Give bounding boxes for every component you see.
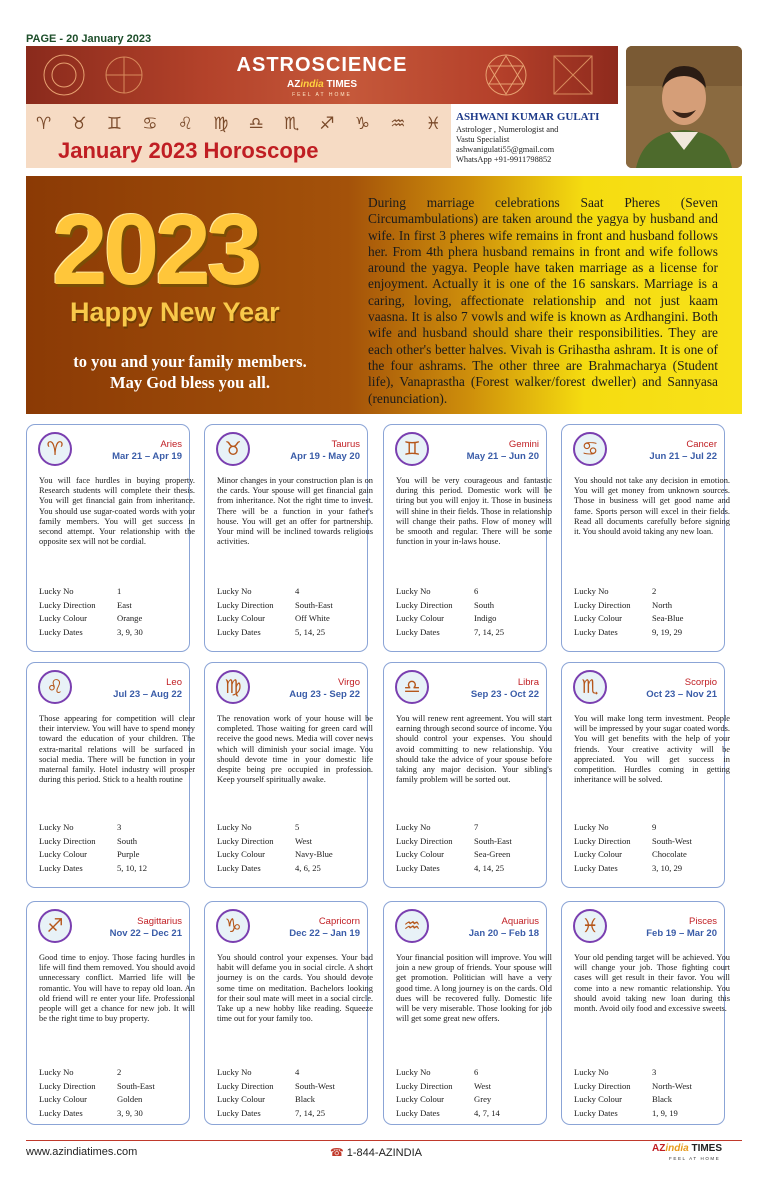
lucky-number-label: Lucky No	[39, 586, 74, 596]
zodiac-strip-icon: ♌	[177, 114, 193, 134]
lucky-direction-label: Lucky Direction	[217, 1080, 274, 1091]
lucky-number-value: 6	[474, 1067, 479, 1077]
prediction-text: Good time to enjoy. Those facing hurdles in life will find them removed. You should avoid unnecessary conflict. Married life will be romantic. You will have to repay old loan. An old friend will re enter your life. Professional people will get a chance for new job. It will be the right time to buy property.	[39, 953, 195, 1024]
lucky-direction-label: Lucky Direction	[396, 1080, 453, 1091]
sign-dates: Jan 20 – Feb 18	[468, 928, 539, 939]
zodiac-aquarius-icon: ♒	[395, 909, 429, 943]
marriage-article: During marriage celebrations Saat Pheres (Seven Circumambulations) are taken around the yagya by husband and wife. In first 3 pheres wife remains in front and husband follows her. From 4th phera husband remains in front and wife follows around the yagya. People have taken marriage as a license for enjoyment. Actually it is one of the 16 sanskars. Marriage is a caring, loving, affectionate relationship and not just kaam vaasna. It is also 7 vowls and wife is known as Ardhangini. Both wife and husband should share their responsibilities. They are each other's better halves. Vivah is Grihastha ashram. It is one of the four ashrams. The other three are Brahmacharya (Student life), Vanaprastha (Forest walker/forest dweller) and Sannyasa (renunciation).	[368, 195, 718, 406]
prediction-text: Your financial position will improve. You will join a new group of friends. Your spouse will get promotion. Politician will have a very good time. A long journey is on the cards. Old dues will be recovered fully. Domestic life will be very miserable. Those looking for job will get some great new offers.	[396, 953, 552, 1024]
sign-name: Aries	[160, 439, 182, 450]
lucky-direction-label: Lucky Direction	[39, 599, 96, 610]
lucky-direction-label: Lucky Direction	[39, 835, 96, 846]
prediction-text: You should control your expenses. Your bad habit will defame you in social circle. A short journey is on the cards. You should devote some time on meditation. Bachelors looking for their soul mate will meet in a social circle. Take up a new hobby like reading. Squeeze time out for your family too.	[217, 953, 373, 1024]
lucky-dates-value: 4, 14, 25	[474, 862, 505, 873]
zodiac-gemini-icon: ♊	[395, 432, 429, 466]
prediction-text: You will make long term investment. People will be impressed by your sugar coated words. You will get benefits with the help of your friends. Your creative activity will be appreciated. You will get success in competition. Hurdles coming in getting inheritance will be solved.	[574, 714, 730, 785]
sign-dates: Aug 23 - Sep 22	[289, 689, 360, 700]
prediction-text: You will be very courageous and fantastic during this period. Domestic work will be tiring but you will enjoy it. Those in business will shine in their fields. Those in relationship will change their paths. Flow of money will be smooth and regular. There will be some function in your in-laws house.	[396, 476, 552, 547]
zodiac-strip-icon: ♏	[283, 114, 300, 134]
lucky-colour-value: Grey	[474, 1094, 492, 1104]
lucky-direction-value: North	[652, 599, 673, 610]
lucky-colour-label: Lucky Colour	[396, 1094, 444, 1104]
year-2023: 2023	[52, 194, 259, 306]
sign-dates: Jul 23 – Aug 22	[113, 689, 182, 700]
lucky-colour-value: Indigo	[474, 613, 497, 623]
lucky-number-label: Lucky No	[217, 586, 252, 596]
lucky-direction-value: South-East	[295, 599, 333, 610]
lucky-colour-label: Lucky Colour	[396, 849, 444, 859]
sign-dates: Feb 19 – Mar 20	[646, 928, 717, 939]
zodiac-strip-icon: ♈	[36, 114, 52, 134]
lucky-dates-value: 5, 10, 12	[117, 862, 148, 873]
zodiac-strip-icon: ♉	[71, 114, 87, 134]
author-specialty: Vastu Specialist	[456, 135, 510, 144]
lucky-colour-value: Sea-Blue	[652, 613, 684, 623]
wish-line-1: to you and your family members.	[73, 352, 307, 371]
lucky-dates-label: Lucky Dates	[39, 862, 83, 873]
lucky-direction-label: Lucky Direction	[574, 835, 631, 846]
sign-name: Capricorn	[318, 916, 360, 927]
lucky-number-value: 5	[295, 822, 300, 832]
sign-name: Libra	[517, 677, 539, 688]
lucky-direction-value: North-West	[652, 1080, 692, 1091]
sign-dates: Apr 19 - May 20	[290, 451, 360, 462]
lucky-dates-value: 3, 9, 30	[117, 626, 143, 637]
lucky-dates-value: 4, 7, 14	[474, 1107, 500, 1118]
sign-name: Taurus	[331, 439, 360, 450]
lucky-dates-value: 7, 14, 25	[295, 1107, 326, 1118]
footer-phone	[330, 1146, 422, 1159]
lucky-direction-value: South-East	[474, 835, 512, 846]
lucky-direction-label: Lucky Direction	[574, 599, 631, 610]
horoscope-title: January 2023 Horoscope	[58, 138, 319, 163]
lucky-dates-label: Lucky Dates	[574, 1107, 618, 1118]
banner-logo: AZindia TIMES	[286, 79, 358, 90]
lucky-direction-label: Lucky Direction	[396, 599, 453, 610]
lucky-direction-value: South-West	[652, 835, 692, 846]
lucky-dates-label: Lucky Dates	[574, 626, 618, 637]
lucky-number-label: Lucky No	[39, 1067, 74, 1077]
zodiac-strip-icon: ♐	[319, 114, 335, 134]
lucky-colour-label: Lucky Colour	[217, 1094, 265, 1104]
lucky-dates-label: Lucky Dates	[39, 1107, 83, 1118]
phone-icon: ☎	[330, 1146, 344, 1159]
sign-dates: Sep 23 - Oct 22	[470, 689, 539, 700]
zodiac-leo-icon: ♌	[38, 670, 72, 704]
lucky-number-label: Lucky No	[574, 586, 609, 596]
lucky-direction-label: Lucky Direction	[39, 1080, 96, 1091]
lucky-direction-value: East	[117, 599, 132, 610]
zodiac-libra-icon: ♎	[395, 670, 429, 704]
lucky-colour-label: Lucky Colour	[396, 613, 444, 623]
sign-name: Aquarius	[501, 916, 539, 927]
sign-name: Virgo	[337, 677, 360, 688]
lucky-colour-value: Black	[652, 1094, 673, 1104]
lucky-number-value: 1	[117, 586, 122, 596]
sign-dates: Mar 21 – Apr 19	[112, 451, 182, 462]
prediction-text: You will renew rent agreement. You will start earning through second source of income. You should control your expenses. You should avoid committing to new relationship. You should take the advice of your spouse before taking any major decision. Your sibling's family problem will be sorted out.	[396, 714, 552, 785]
lucky-direction-label: Lucky Direction	[217, 835, 274, 846]
sign-dates: Jun 21 – Jul 22	[649, 451, 717, 462]
banner-title: ASTROSCIENCE	[236, 54, 408, 76]
lucky-number-value: 3	[652, 1067, 657, 1077]
lucky-dates-value: 5, 14, 25	[295, 626, 326, 637]
lucky-direction-value: South-East	[117, 1080, 155, 1091]
lucky-number-label: Lucky No	[396, 822, 431, 832]
lucky-number-value: 7	[474, 822, 479, 832]
lucky-dates-label: Lucky Dates	[574, 862, 618, 873]
zodiac-strip-icon: ♒	[390, 114, 406, 134]
lucky-number-value: 2	[652, 586, 657, 596]
zodiac-strip-icon: ♍	[213, 114, 229, 134]
zodiac-taurus-icon: ♉	[216, 432, 250, 466]
lucky-colour-value: Golden	[117, 1094, 143, 1104]
prediction-text: The renovation work of your house will be completed. Those waiting for green card will receive the good news. Media will cover news which will diminish your social image. You should devote time in your domestic life despite being pre occupied in profession. Keep yourself spiritually awake.	[217, 714, 373, 785]
lucky-direction-value: South	[117, 835, 138, 846]
prediction-text: Minor changes in your construction plan is on the cards. Your spouse will get financial gain from inheritance. Not the right time to invest. There will be a function in your father's house. You will get an offer for partnership. Your mind will be inclined towards religious activities.	[217, 476, 373, 547]
wish-line-2: May God bless you all.	[110, 373, 270, 392]
lucky-colour-label: Lucky Colour	[39, 1094, 87, 1104]
author-title: Astrologer , Numerologist and	[456, 125, 559, 134]
banner-tagline: FEEL AT HOME	[292, 92, 352, 98]
zodiac-strip-icon: ♎	[248, 114, 264, 134]
prediction-text: You should not take any decision in emotion. You will get money from unknown sources. Those in business will get good name and fame. Sports person will excel in their fields. Read all documents carefully before signing it. You should avoid taking any new loan.	[574, 476, 730, 537]
sign-dates: May 21 – Jun 20	[466, 451, 539, 462]
lucky-direction-value: South-West	[295, 1080, 335, 1091]
sign-dates: Oct 23 – Nov 21	[646, 689, 717, 700]
lucky-number-value: 3	[117, 822, 122, 832]
footer-website[interactable]: www.azindiatimes.com	[26, 1146, 138, 1158]
zodiac-strip-icon: ♓	[425, 114, 441, 134]
footer-tagline: FEEL AT HOME	[669, 1156, 721, 1161]
footer-divider	[26, 1140, 742, 1141]
lucky-number-label: Lucky No	[39, 822, 74, 832]
lucky-dates-label: Lucky Dates	[39, 626, 83, 637]
author-photo	[626, 46, 742, 168]
footer-logo: AZindia TIMES	[652, 1143, 723, 1154]
sign-name: Cancer	[686, 439, 717, 450]
lucky-colour-label: Lucky Colour	[574, 613, 622, 623]
zodiac-strip-icon: ♑	[354, 114, 371, 134]
lucky-direction-value: West	[474, 1080, 491, 1091]
lucky-dates-label: Lucky Dates	[396, 626, 440, 637]
lucky-colour-value: Orange	[117, 613, 143, 623]
zodiac-strip-icon: ♋	[142, 114, 158, 134]
lucky-number-value: 6	[474, 586, 479, 596]
happy-new-year: Happy New Year	[70, 297, 280, 327]
zodiac-virgo-icon: ♍	[216, 670, 250, 704]
sign-name: Sagittarius	[137, 916, 182, 927]
lucky-dates-value: 4, 6, 25	[295, 862, 321, 873]
lucky-colour-label: Lucky Colour	[39, 849, 87, 859]
lucky-colour-value: Sea-Green	[474, 849, 511, 859]
lucky-colour-value: Purple	[117, 849, 140, 859]
lucky-direction-value: West	[295, 835, 312, 846]
lucky-number-label: Lucky No	[396, 1067, 431, 1077]
zodiac-capricorn-icon: ♑	[216, 909, 250, 943]
lucky-direction-label: Lucky Direction	[217, 599, 274, 610]
lucky-dates-label: Lucky Dates	[217, 626, 261, 637]
zodiac-sagittarius-icon: ♐	[38, 909, 72, 943]
prediction-text: Your old pending target will be achieved. You will change your job. Those fighting court cases will get result in their favor. You will come into a new romantic relationship. You should avoid taking new loan during this month. Avoid oily food and excessive sweets.	[574, 953, 730, 1014]
zodiac-strip-icon: ♊	[106, 114, 123, 134]
lucky-colour-value: Chocolate	[652, 849, 687, 859]
lucky-number-label: Lucky No	[217, 822, 252, 832]
page-label: PAGE - 20 January 2023	[26, 33, 152, 45]
lucky-colour-value: Off White	[295, 613, 330, 623]
lucky-dates-value: 9, 19, 29	[652, 626, 683, 637]
lucky-dates-label: Lucky Dates	[396, 862, 440, 873]
lucky-number-value: 2	[117, 1067, 122, 1077]
zodiac-scorpio-icon: ♏	[573, 670, 607, 704]
lucky-colour-label: Lucky Colour	[574, 849, 622, 859]
sign-name: Leo	[166, 677, 182, 688]
astroscience-banner	[26, 46, 618, 104]
sign-dates: Nov 22 – Dec 21	[109, 928, 182, 939]
author-name: ASHWANI KUMAR GULATI	[456, 111, 600, 123]
lucky-colour-label: Lucky Colour	[574, 1094, 622, 1104]
sign-name: Gemini	[508, 439, 539, 450]
lucky-dates-value: 7, 14, 25	[474, 626, 505, 637]
footer-phone-number: 1-844-AZINDIA	[346, 1147, 422, 1159]
lucky-number-value: 4	[295, 1067, 300, 1077]
lucky-number-value: 4	[295, 586, 300, 596]
sign-name: Scorpio	[684, 677, 717, 688]
lucky-number-label: Lucky No	[574, 1067, 609, 1077]
lucky-direction-label: Lucky Direction	[396, 835, 453, 846]
lucky-colour-label: Lucky Colour	[217, 613, 265, 623]
lucky-number-value: 9	[652, 822, 657, 832]
zodiac-aries-icon: ♈	[38, 432, 72, 466]
lucky-dates-label: Lucky Dates	[217, 1107, 261, 1118]
zodiac-pisces-icon: ♓	[573, 909, 607, 943]
lucky-dates-label: Lucky Dates	[217, 862, 261, 873]
sign-name: Pisces	[689, 916, 717, 927]
lucky-dates-value: 3, 10, 29	[652, 862, 683, 873]
prediction-text: You will face hurdles in buying property. Research students will complete their thesis. You will get financial gain from inheritance. You should use sugar-coated words with your family members. You will get success in second attempt. Your relationship with the opposite sex will not be cordial.	[39, 476, 195, 547]
lucky-dates-value: 1, 9, 19	[652, 1107, 678, 1118]
lucky-number-label: Lucky No	[217, 1067, 252, 1077]
author-portrait-icon	[626, 46, 742, 168]
lucky-dates-label: Lucky Dates	[396, 1107, 440, 1118]
lucky-colour-value: Navy-Blue	[295, 849, 333, 859]
lucky-number-label: Lucky No	[396, 586, 431, 596]
lucky-number-label: Lucky No	[574, 822, 609, 832]
author-email[interactable]: ashwanigulati55@gmail.com	[456, 145, 555, 154]
zodiac-icon-row	[36, 113, 441, 135]
lucky-colour-value: Black	[295, 1094, 316, 1104]
lucky-direction-value: South	[474, 599, 495, 610]
zodiac-cancer-icon: ♋	[573, 432, 607, 466]
author-whatsapp: WhatsApp +91-9911798852	[456, 155, 552, 164]
sign-dates: Dec 22 – Jan 19	[289, 928, 360, 939]
lucky-colour-label: Lucky Colour	[217, 849, 265, 859]
lucky-colour-label: Lucky Colour	[39, 613, 87, 623]
lucky-direction-label: Lucky Direction	[574, 1080, 631, 1091]
lucky-dates-value: 3, 9, 30	[117, 1107, 143, 1118]
prediction-text: Those appearing for competition will clear their interview. You will have to spend money toward the education of your children. The extra-marital relations will be surfaced in social media. There will be function in your maternal family. Hotel industry will prosper during this period. Stick to a health routine	[39, 714, 195, 785]
